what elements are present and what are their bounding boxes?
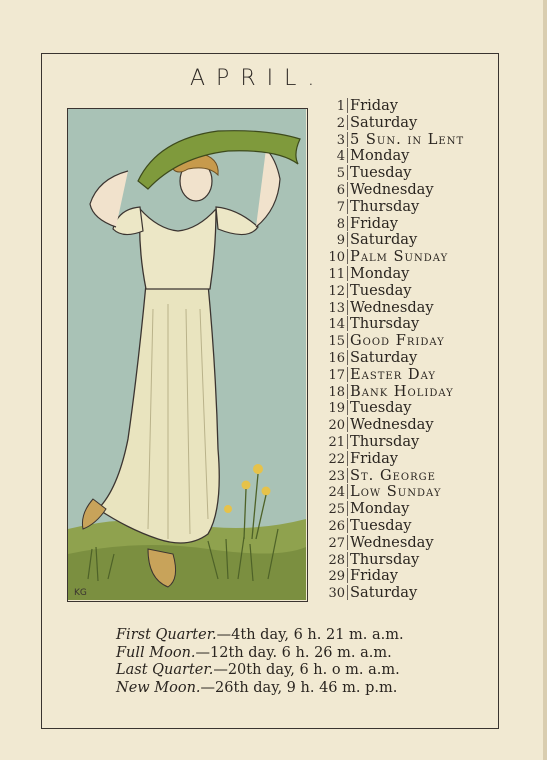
month-title: APRIL. [190, 66, 326, 91]
day-row [322, 534, 494, 551]
day-row [322, 315, 494, 332]
day-number: 24 [328, 485, 345, 501]
day-number: 18 [328, 384, 345, 400]
day-weekday: Tuesday [350, 399, 412, 417]
day-number: 1 [336, 99, 345, 114]
day-weekday: Saturday [350, 349, 418, 366]
day-weekday: Tuesday [350, 281, 412, 299]
moon-phase-label: First Quarter. [116, 627, 217, 643]
dancing-woman-illustration [68, 109, 306, 600]
day-row [322, 131, 494, 148]
day-row [322, 483, 494, 500]
day-divider [347, 501, 348, 516]
day-number: 3 [336, 132, 345, 148]
day-number: 9 [336, 233, 345, 249]
day-row [322, 332, 494, 349]
page-edge [543, 0, 547, 760]
day-number: 7 [336, 199, 345, 215]
day-feast-name: Bank Holiday [350, 382, 454, 400]
day-weekday: Thursday [350, 433, 420, 450]
moon-phase-row [116, 644, 392, 662]
day-row [322, 433, 494, 450]
day-feast-name: Good Friday [350, 332, 445, 350]
day-number: 21 [328, 435, 345, 450]
day-row [322, 399, 494, 416]
day-divider [347, 132, 348, 147]
day-row [322, 282, 494, 299]
day-row [322, 97, 494, 114]
day-number: 11 [328, 267, 345, 282]
moon-phase-time: —26th day, 9 h. 46 m. p.m. [200, 679, 398, 696]
day-row [322, 215, 494, 232]
day-divider [347, 165, 348, 180]
day-divider [347, 417, 348, 432]
day-divider [347, 400, 348, 415]
day-divider [347, 384, 348, 399]
day-number: 26 [328, 519, 345, 534]
day-row [322, 551, 494, 568]
day-weekday: Tuesday [350, 164, 412, 182]
day-number: 19 [328, 401, 345, 417]
day-weekday: Wednesday [350, 533, 434, 551]
illustration-panel [67, 108, 308, 602]
day-row [322, 114, 494, 131]
day-number: 10 [328, 250, 345, 266]
day-number: 4 [336, 149, 345, 165]
day-list [322, 97, 494, 607]
day-divider [347, 249, 348, 264]
day-row [322, 198, 494, 215]
day-weekday: Friday [350, 449, 399, 467]
day-number: 8 [336, 216, 345, 232]
day-number: 17 [328, 367, 345, 383]
day-row [322, 383, 494, 400]
day-row [322, 147, 494, 164]
day-number: 12 [328, 283, 345, 299]
day-row [322, 450, 494, 467]
day-number: 2 [336, 115, 345, 131]
day-divider [347, 434, 348, 449]
day-divider [347, 451, 348, 466]
moon-phase-time: —12th day. 6 h. 26 m. a.m. [195, 644, 392, 661]
day-weekday: Wednesday [350, 298, 434, 316]
day-divider [347, 300, 348, 315]
day-row [322, 248, 494, 265]
moon-phase-row [116, 661, 400, 679]
day-number: 28 [328, 552, 345, 568]
day-weekday: Tuesday [350, 517, 412, 534]
day-weekday: Friday [350, 567, 399, 585]
moon-phase-row [116, 626, 404, 644]
day-weekday: Friday [350, 214, 399, 232]
day-weekday: Thursday [350, 197, 420, 215]
day-number: 15 [328, 334, 345, 350]
day-row [322, 500, 494, 517]
day-row [322, 517, 494, 534]
day-divider [347, 367, 348, 382]
day-weekday: Monday [350, 265, 410, 282]
day-weekday: Wednesday [350, 181, 434, 198]
day-divider [347, 585, 348, 600]
moon-phase-time: —20th day, 6 h. o m. a.m. [213, 662, 400, 678]
day-number: 5 [336, 166, 345, 182]
day-divider [347, 199, 348, 214]
day-divider [347, 216, 348, 231]
day-row [322, 164, 494, 181]
day-divider [347, 535, 348, 550]
day-feast-name: 5 Sun. in Lent [350, 130, 465, 148]
day-divider [347, 266, 348, 281]
moon-phase-time: —4th day, 6 h. 21 m. a.m. [216, 627, 404, 643]
moon-phase-label: New Moon. [116, 679, 201, 696]
day-weekday: Thursday [350, 315, 420, 333]
day-divider [347, 518, 348, 533]
day-divider [347, 333, 348, 348]
moon-phases [116, 626, 496, 702]
day-divider [347, 552, 348, 567]
day-weekday: Thursday [350, 550, 420, 568]
day-feast-name: Low Sunday [350, 483, 442, 501]
day-number: 6 [336, 183, 345, 198]
day-number: 16 [328, 351, 345, 366]
day-feast-name: Palm Sunday [350, 248, 449, 266]
day-number: 29 [328, 569, 345, 585]
day-number: 27 [328, 535, 345, 551]
day-row [322, 416, 494, 433]
day-divider [347, 568, 348, 583]
day-divider [347, 316, 348, 331]
moon-phase-row [116, 679, 397, 697]
day-weekday: Friday [350, 97, 399, 114]
day-number: 23 [328, 468, 345, 484]
day-row [322, 231, 494, 248]
day-number: 25 [328, 502, 345, 518]
day-row [322, 567, 494, 584]
day-row [322, 349, 494, 366]
day-row [322, 366, 494, 383]
day-row [322, 467, 494, 484]
day-number: 13 [328, 300, 345, 316]
day-feast-name: Easter Day [350, 365, 436, 383]
day-divider [347, 484, 348, 499]
day-divider [347, 98, 348, 113]
day-row [322, 265, 494, 282]
day-divider [347, 283, 348, 298]
moon-phase-label: Full Moon. [116, 644, 196, 661]
day-row [322, 181, 494, 198]
day-weekday: Monday [350, 147, 410, 165]
day-weekday: Monday [350, 500, 410, 518]
day-divider [347, 468, 348, 483]
day-weekday: Saturday [350, 584, 418, 602]
day-divider [347, 115, 348, 130]
day-number: 14 [328, 317, 345, 333]
day-weekday: Wednesday [350, 416, 434, 434]
day-divider [347, 182, 348, 197]
day-divider [347, 350, 348, 365]
day-row [322, 299, 494, 316]
day-feast-name: St. George [350, 466, 436, 484]
day-number: 22 [328, 451, 345, 467]
artist-monogram: KG [74, 588, 87, 598]
day-divider [347, 148, 348, 163]
day-number: 30 [328, 586, 345, 602]
day-divider [347, 232, 348, 247]
day-number: 20 [328, 418, 345, 434]
moon-phase-label: Last Quarter. [116, 662, 214, 678]
day-row [322, 584, 494, 601]
day-weekday: Saturday [350, 231, 418, 249]
day-weekday: Saturday [350, 113, 418, 131]
